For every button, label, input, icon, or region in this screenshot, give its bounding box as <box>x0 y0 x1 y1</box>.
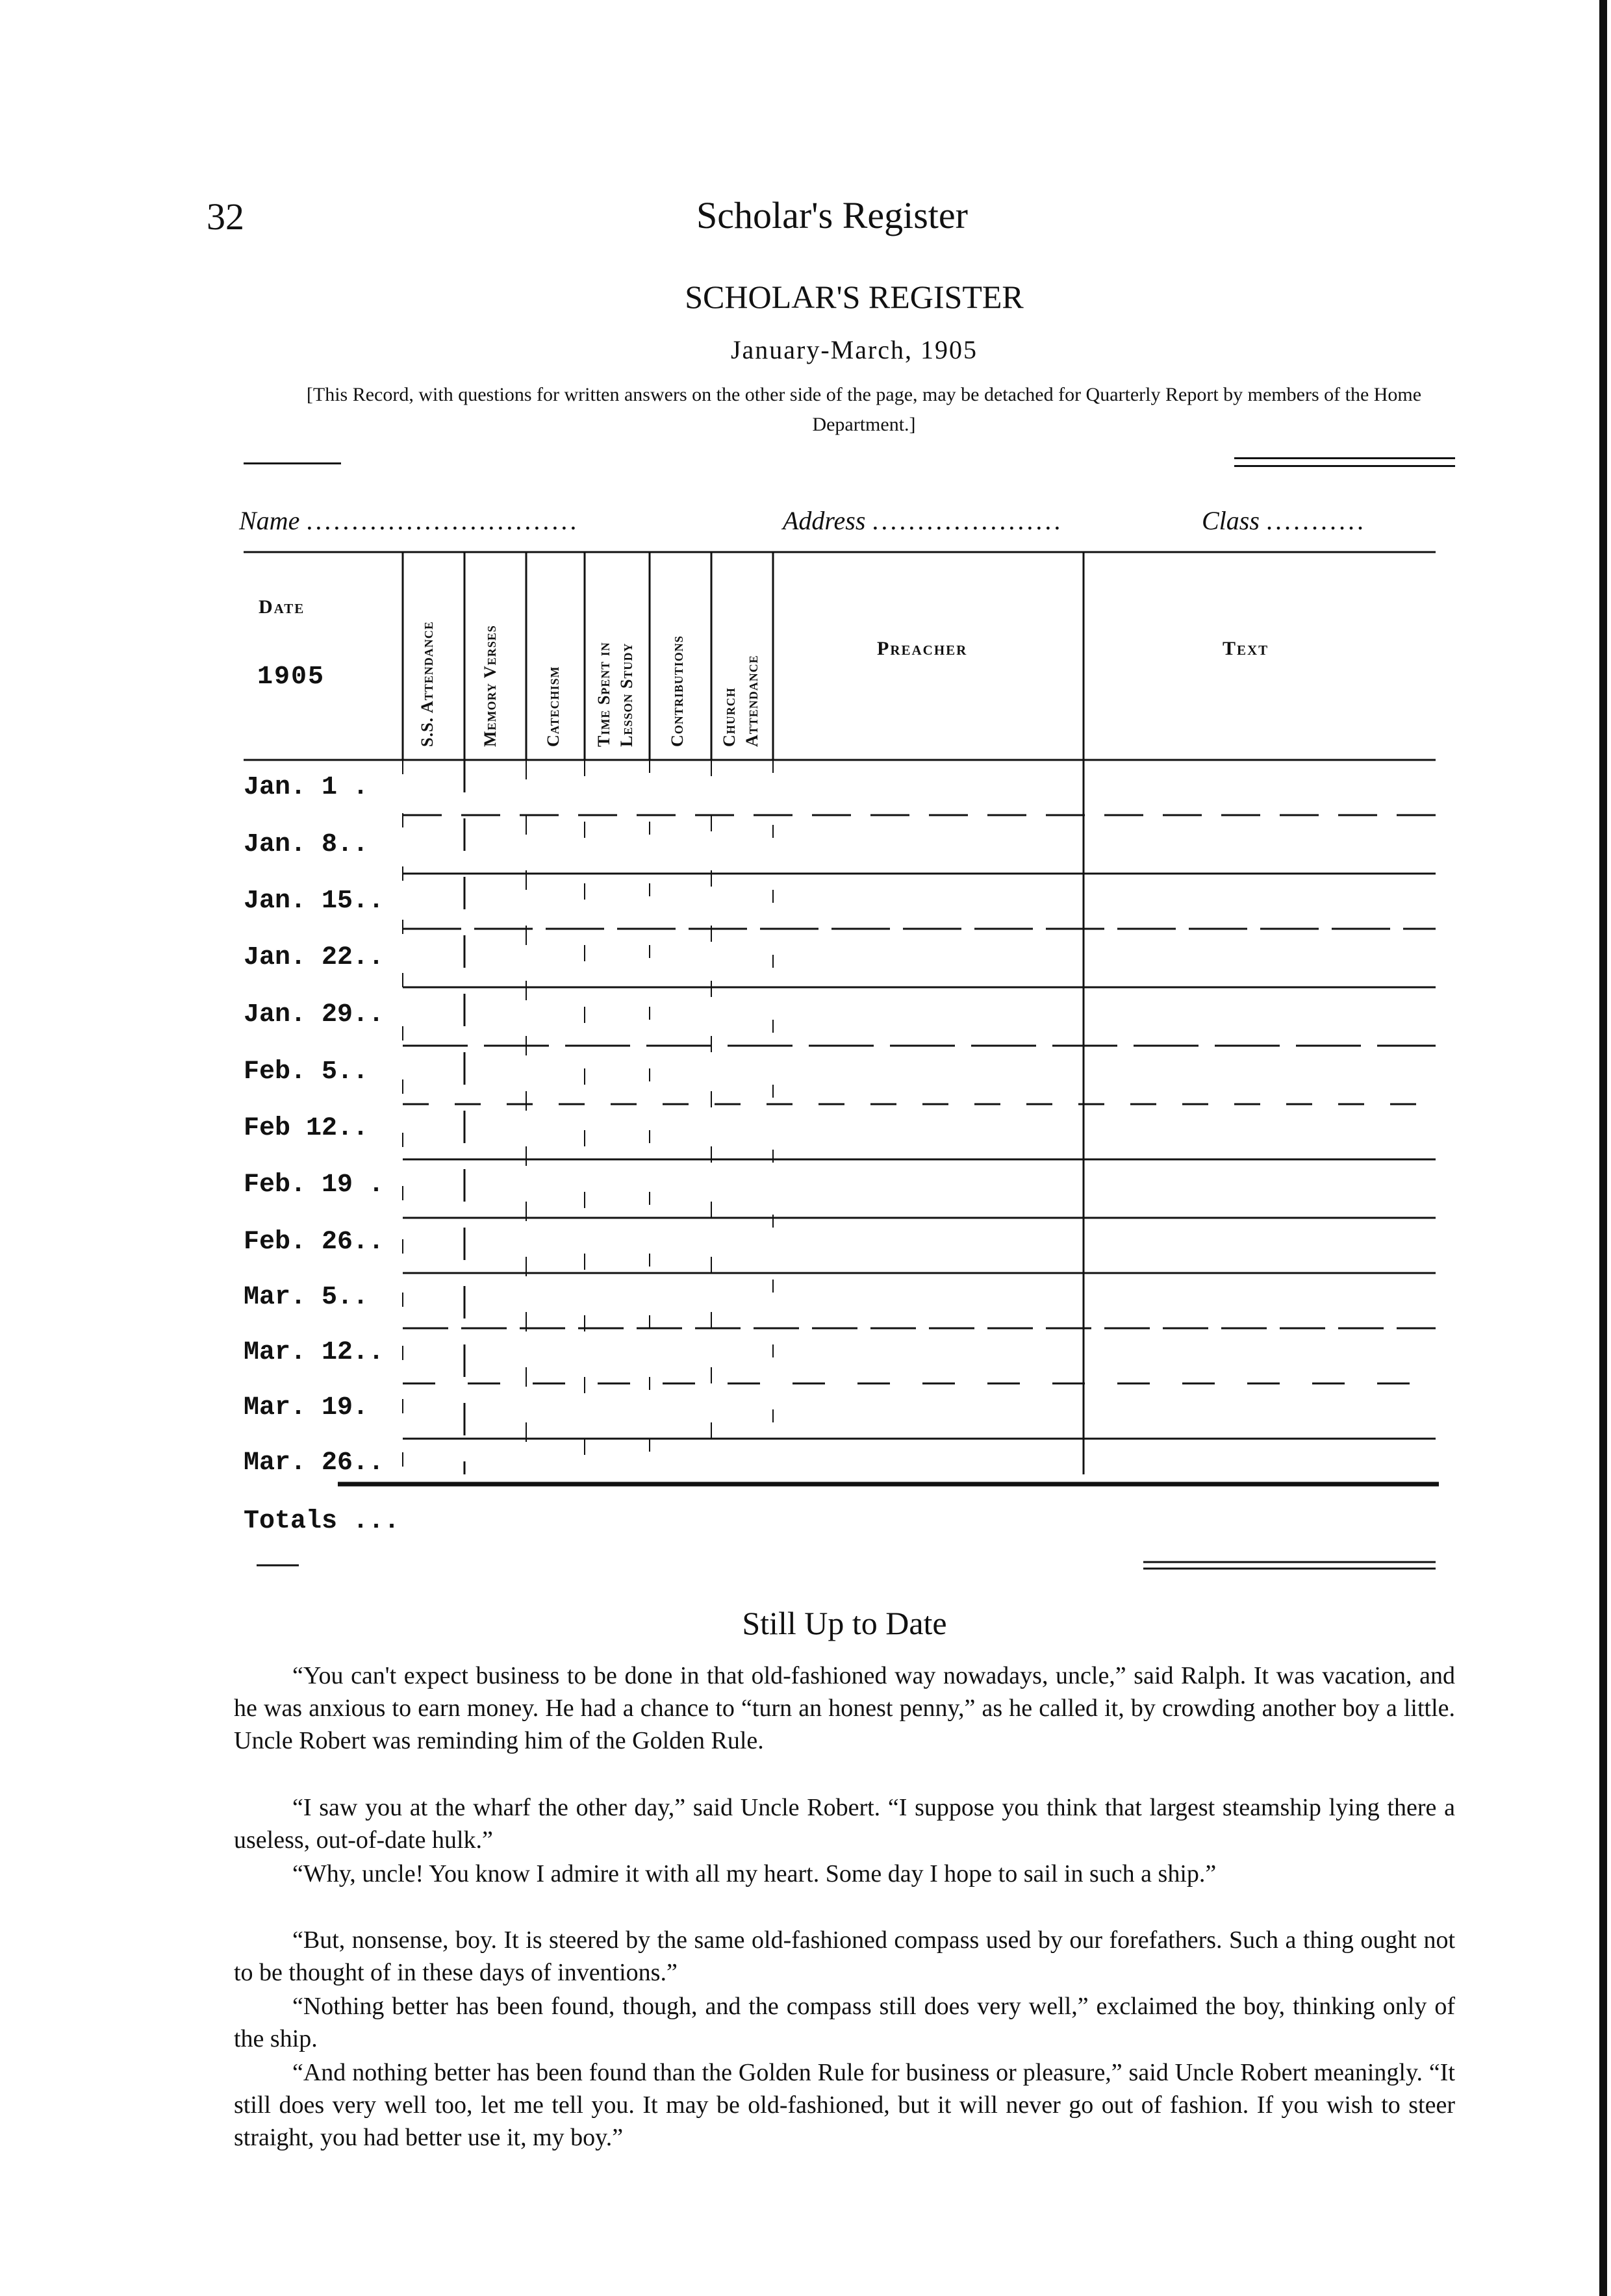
story-title: Still Up to Date <box>742 1605 947 1641</box>
register-period: January-March, 1905 <box>730 335 978 364</box>
scan-edge-mark <box>1599 0 1607 2296</box>
catechism-header: Catechism <box>544 666 563 747</box>
address-label: Address <box>783 506 866 535</box>
memory-verses-header: Memory Verses <box>481 625 500 747</box>
table-row: Jan. 29.. <box>244 1000 385 1029</box>
name-label: Name <box>239 506 300 535</box>
table-row: Feb. 19 . <box>244 1170 385 1200</box>
preacher-header: Preacher <box>877 638 968 659</box>
church-header-1: Church <box>720 687 739 747</box>
year-header: 1905 <box>257 662 325 692</box>
name-dots: .............................. <box>306 506 579 535</box>
class-dots: ........... <box>1265 506 1366 535</box>
table-row: Jan. 22.. <box>244 943 385 972</box>
table-row: Mar. 19. <box>244 1393 369 1422</box>
table-row: Feb. 26.. <box>244 1228 385 1257</box>
table-row: Mar. 12.. <box>244 1338 385 1367</box>
class-label: Class <box>1202 506 1260 535</box>
totals-row: Totals ... <box>244 1507 400 1536</box>
table-row: Feb. 5.. <box>244 1057 369 1087</box>
table-row: Jan. 15.. <box>244 887 385 916</box>
text-header: Text <box>1223 638 1269 659</box>
table-row: Mar. 5.. <box>244 1283 369 1312</box>
address-dots: ..................... <box>872 506 1063 535</box>
church-header-2: Attendance <box>742 655 761 747</box>
story-paragraph: “Why, uncle! You know I admire it with all my heart. Some day I hope to sail in such a ship.” <box>292 1860 1217 1887</box>
register-title: SCHOLAR'S REGISTER <box>685 279 1024 315</box>
attendance-header: S.S. Attendance <box>418 621 437 747</box>
page-number: 32 <box>207 196 244 238</box>
contributions-header: Contributions <box>668 635 687 747</box>
story-paragraph: “I saw you at the wharf the other day,” said Uncle Robert. “I suppose you think that largest steamship lying there a useless, out-of-date hulk.” <box>234 1794 1455 1854</box>
time-spent-header-1: Time Spent in <box>594 642 613 747</box>
story-paragraph: “But, nonsense, boy. It is steered by the same old-fashioned compass used by our forefathers. Such a thing ought not to be thought of in these days of inventions.” <box>234 1926 1455 1986</box>
date-header: Date <box>259 596 305 618</box>
time-spent-header-2: Lesson Study <box>617 642 636 747</box>
table-row: Mar. 26.. <box>244 1448 385 1478</box>
table-row: Feb 12.. <box>244 1114 369 1143</box>
table-row: Jan. 1 . <box>244 773 369 802</box>
register-note: [This Record, with questions for written answers on the other side of the page, may be detached for Quarterly Report by members of the Home Department.] <box>306 384 1422 435</box>
story-paragraph: “You can't expect business to be done in that old-fashioned way nowadays, uncle,” said Ralph. It was vacation, and he was anxious to earn money. He had a chance to “turn an honest penny,” as he called it, by crowding another boy a little. Uncle Robert was reminding him of the Golden Rule. <box>234 1662 1455 1754</box>
row-rules <box>403 815 1436 1439</box>
running-title: Scholar's Register <box>696 194 968 236</box>
table-row: Jan. 8.. <box>244 830 369 859</box>
story-paragraph: “Nothing better has been found, though, and the compass still does very well,” exclaimed the boy, thinking only of the ship. <box>234 1993 1455 2052</box>
story-paragraph: “And nothing better has been found than the Golden Rule for business or pleasure,” said Uncle Robert meaningly. “It still does very well too, let me tell you. It may be old-fashioned, but it will never go out of fashion. If you wish to steer straight, you had better use it, my boy.” <box>234 2059 1455 2151</box>
